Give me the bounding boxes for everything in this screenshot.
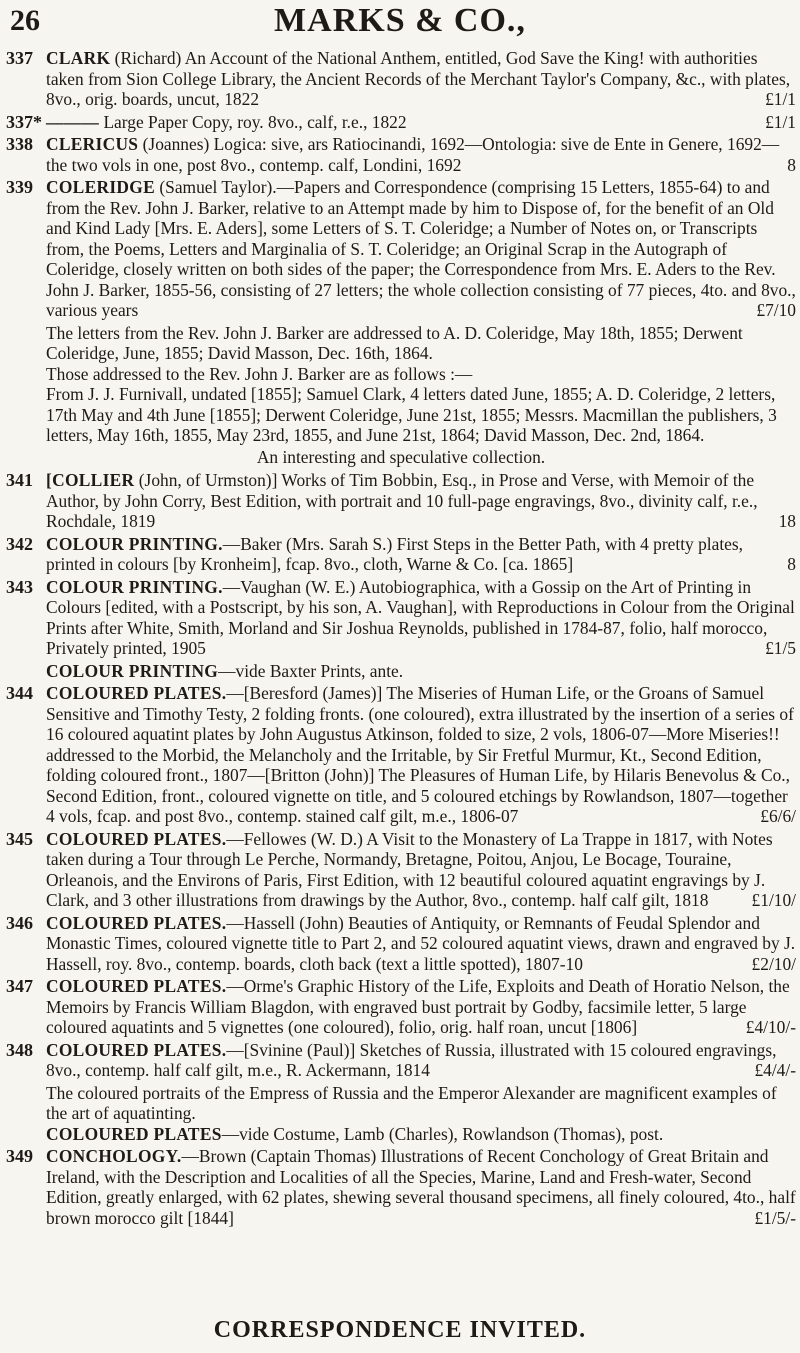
- entry-text: —Baker (Mrs. Sarah S.) First Steps in the Better Path, with 4 pretty plates, printed in colours [by Kronheim], fcap. 8vo., cloth, Warne & Co. [ca. 1865]: [46, 533, 743, 574]
- entry-text: (Samuel Taylor).—Papers and Correspondence (comprising 15 Letters, 1855-64) to and from the Rev. John J. Barker, relative to an Attempt made by him to Dispose of, for the benefit of an Old and Kind Lady [Mrs. E. Aders], some Letters of S. T. Coleridge; a Number of Notes on, or Transcripts from, the Poems, Letters and Marginalia of S. T. Coleridge; an Original Scrap in the Autograph of Coleridge, closely written on both sides of the paper; the Correspondence from Mrs. E. Aders to the Rev. John J. Barker, 1855-56, consisting of 27 letters; the whole collection consisting of 77 pieces, 4to. and 8vo., various years: [46, 177, 796, 320]
- entry-text: Large Paper Copy, roy. 8vo., calf, r.e., 1822: [103, 111, 407, 132]
- entry-price: £4/4/-: [754, 1060, 796, 1080]
- entry-heading: COLOURED PLATES: [46, 1123, 222, 1144]
- entry-price: £1/1: [765, 111, 796, 132]
- catalogue-entry: [6, 976, 796, 1038]
- entry-text: (John, of Urmston)] Works of Tim Bobbin, Esq., in Prose and Verse, with Memoir of the Author, by John Corry, Best Edition, with portrait and 10 full-page engravings, 8vo., divinity calf, r.e., Rochdale, 1819: [46, 470, 758, 531]
- entry-center-note: An interesting and speculative collection.: [256, 446, 546, 467]
- entry-note: The letters from the Rev. John J. Barker are addressed to A. D. Coleridge, May 18th, 1855; Derwent Coleridge, June, 1855; David Masson, Dec. 16th, 1864.: [46, 322, 743, 363]
- footer-notice: CORRESPONDENCE INVITED.: [213, 1317, 587, 1343]
- entry-number: 345: [6, 828, 33, 849]
- running-head: MARKS & CO.,: [274, 2, 526, 39]
- entry-note: Those addressed to the Rev. John J. Barker are as follows :—: [46, 363, 473, 384]
- entry-text: (Joannes) Logica: sive, ars Ratiocinandi, 1692—Ontologia: sive de Ente in Genere, 1692—the two vols in one, post 8vo., contemp. calf, Londini, 1692: [46, 134, 780, 175]
- entry-number: 337: [6, 48, 33, 68]
- entry-text: —[Svinine (Paul)] Sketches of Russia, illustrated with 15 coloured engravings, 8vo., contemp. half calf gilt, m.e., R. Ackermann, 1814: [46, 1039, 777, 1080]
- catalogue-entry: [6, 470, 796, 532]
- catalogue-entry: [6, 134, 796, 175]
- entry-price: 8: [787, 554, 796, 574]
- entry-text: (Richard) An Account of the National Anthem, entitled, God Save the King! with authorities taken from Sion College Library, the Ancient Records of the Merchant Taylor's Company, &c., with plates, 8vo., orig. boards, uncut, 1822: [46, 48, 791, 109]
- entries-list: [6, 48, 796, 1230]
- entry-price: £1/10/: [751, 890, 796, 910]
- entry-text: —Orme's Graphic History of the Life, Exploits and Death of Horatio Nelson, the Memoirs by Francis William Blagdon, with engraved bust portrait by Godby, facsimile letter, 5 large coloured aquatints and 5 vignettes (one coloured), folio, orig. half roan, uncut [1806]: [46, 976, 790, 1037]
- entry-price: £1/5/-: [754, 1207, 796, 1228]
- entry-number: 337*: [6, 111, 42, 132]
- entry-number: 342: [6, 533, 33, 554]
- entry-price: 8: [787, 154, 796, 175]
- entry-heading: COLOURED PLATES.: [46, 1039, 227, 1060]
- entry-number: 349: [6, 1146, 33, 1166]
- entry-heading: COLOURED PLATES.: [46, 683, 227, 703]
- entry-heading: [COLLIER: [46, 470, 135, 490]
- catalogue-entry: [6, 1124, 796, 1145]
- catalogue-entry: [6, 913, 796, 975]
- entry-price: £1/5: [765, 638, 796, 658]
- catalogue-entry: [6, 829, 796, 911]
- entry-note: From J. J. Furnivall, undated [1855]; Samuel Clark, 4 letters dated June, 1855; A. D. Coleridge, 2 letters, 17th May and 4th June [1855]; Derwent Coleridge, June 21st, 1855; Messrs. Macmillan the publishers, 3 letters, May 16th, 1855, May 23rd, 1855, and June 21st, 1864; David Masson, Dec. 2nd, 1864.: [46, 384, 777, 445]
- entry-number: 346: [6, 912, 33, 933]
- entry-text: —Fellowes (W. D.) A Visit to the Monastery of La Trappe in 1817, with Notes taken during a Tour through Le Perche, Normandy, Bretagne, Poitou, Anjou, Le Bocage, Touraine, Orleanois, and the Environs of Paris, First Edition, with 12 beautiful coloured aquatint engravings by J. Clark, and 3 other illustrations from drawings by the Author, 8vo., contemp. half calf gilt, 1818: [46, 828, 773, 910]
- entry-price: £7/10: [756, 300, 796, 320]
- entry-heading: CLERICUS: [46, 134, 139, 154]
- catalogue-entry: [6, 112, 796, 133]
- entry-heading: ———: [46, 111, 100, 132]
- catalogue-entry: [6, 1040, 796, 1081]
- entry-text: —vide Baxter Prints, ante.: [218, 660, 404, 681]
- entry-heading: CONCHOLOGY.: [46, 1146, 182, 1166]
- entry-number: 347: [6, 976, 33, 996]
- entry-number: 339: [6, 177, 33, 197]
- entry-heading: CLARK: [46, 48, 111, 68]
- entry-number: 341: [6, 470, 33, 490]
- entry-text: —Vaughan (W. E.) Autobiographica, with a Gossip on the Art of Printing in Colours [edited, with a Postscript, by his son, A. Vaughan], with Reproductions in Colour from the Original Prints after White, Smith, Morland and Sir Joshua Reynolds, published in 1784-87, folio, half morocco, Privately printed, 1905: [46, 576, 795, 658]
- entry-price: £6/6/: [760, 806, 796, 826]
- page-header: [10, 4, 790, 48]
- entry-text: —vide Costume, Lamb (Charles), Rowlandson (Thomas), post.: [221, 1123, 664, 1144]
- catalogue-entry: [6, 683, 796, 827]
- entry-text: —Brown (Captain Thomas) Illustrations of Recent Conchology of Great Britain and Ireland, with the Description and Localities of all the Species, Marine, Land and Fresh-water, Second Edition, greatly enlarged, with 62 plates, shewing several thousand specimens, all finely coloured, 4to., half brown morocco gilt [1844]: [46, 1146, 796, 1228]
- catalogue-entry: [6, 48, 796, 110]
- entry-heading: COLOUR PRINTING: [46, 660, 219, 681]
- entry-heading: COLOUR PRINTING.: [46, 576, 223, 597]
- entry-note: The coloured portraits of the Empress of Russia and the Emperor Alexander are magnificent examples of the art of aquatinting.: [46, 1082, 777, 1123]
- entry-text: —[Beresford (James)] The Miseries of Human Life, or the Groans of Samuel Sensitive and Timothy Testy, 2 folding fronts. (one coloured), extra illustrated by the insertion of a series of 16 coloured aquatint plates by John Augustus Atkinson, folded to size, 2 vols, 1806-07—More Miseries!! addressed to the Morbid, the Melancholy and the Irritable, by Sir Fretful Murmur, Kt., Second Edition, folding coloured front., 1807—[Britton (John)] The Pleasures of Human Life, by Hilaris Benevolus & Co., Second Edition, front., coloured vignette on title, and 5 coloured etchings by Rowlandson, 1807—together 4 vols, fcap. and post 8vo., contemp. stained calf gilt, m.e., 1806-07: [46, 683, 794, 826]
- entry-price: £4/10/-: [745, 1017, 796, 1037]
- entry-number: 348: [6, 1039, 33, 1060]
- entry-heading: COLOURED PLATES.: [46, 976, 227, 996]
- entry-heading: COLOUR PRINTING.: [46, 533, 223, 554]
- catalogue-entry: [6, 661, 796, 682]
- catalogue-entry: [6, 577, 796, 659]
- entry-price: £2/10/: [751, 953, 796, 974]
- entry-price: £1/1: [765, 89, 796, 109]
- catalogue-entry: [6, 1146, 796, 1228]
- page-number: 26: [10, 4, 40, 37]
- entry-text: —Hassell (John) Beauties of Antiquity, or Remnants of Feudal Splendor and Monastic Times, coloured vignette title to Part 2, and 52 coloured aquatint views, drawn and engraved by J. Hassell, roy. 8vo., contemp. boards, cloth back (text a little spotted), 1807-10: [46, 912, 796, 974]
- entry-heading: COLOURED PLATES.: [46, 912, 227, 933]
- entry-heading: COLERIDGE: [46, 177, 155, 197]
- entry-number: 344: [6, 683, 33, 703]
- entry-price: 18: [778, 511, 796, 531]
- entry-heading: COLOURED PLATES.: [46, 828, 227, 849]
- catalogue-entry: [6, 177, 796, 321]
- entry-number: 338: [6, 134, 33, 154]
- catalogue-entry: [6, 534, 796, 575]
- entry-number: 343: [6, 576, 33, 597]
